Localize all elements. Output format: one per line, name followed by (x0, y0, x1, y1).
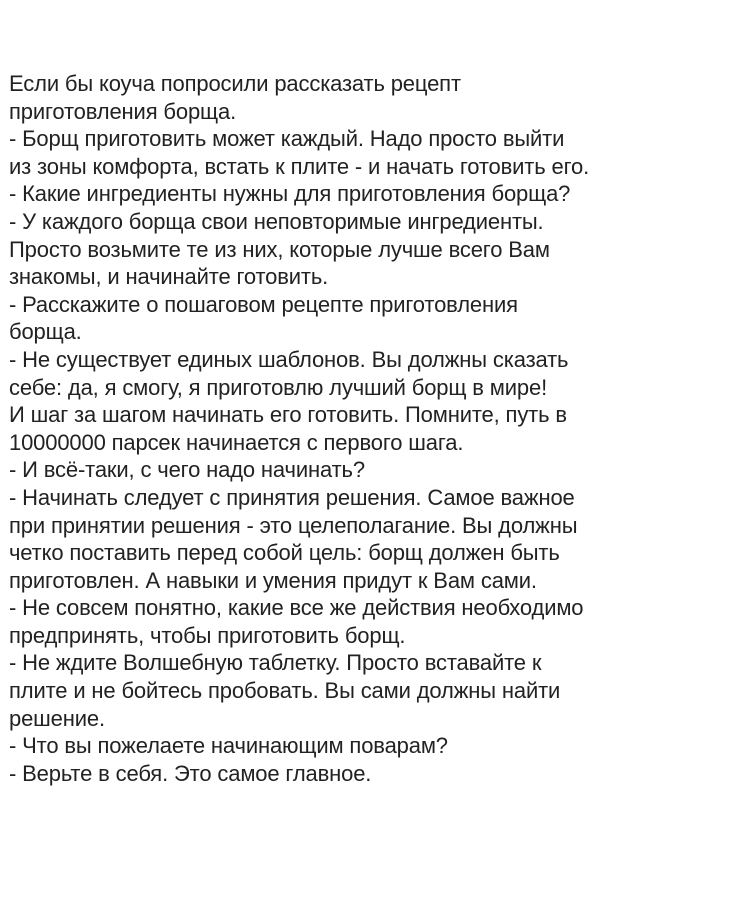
text-line: плите и не бойтесь пробовать. Вы сами должны найти (9, 678, 561, 704)
text-line: - У каждого борща свои неповторимые ингредиенты. (9, 208, 544, 234)
text-line: - Начинать следует с принятия решения. Самое важное (9, 484, 575, 510)
text-line: И шаг за шагом начинать его готовить. Помните, путь в (9, 402, 567, 428)
text-line: знакомы, и начинайте готовить. (9, 264, 329, 290)
text-line: - Верьте в себя. Это самое главное. (9, 760, 372, 786)
text-line: при принятии решения - это целеполагание. Вы должны (9, 512, 578, 538)
text-line: четко поставить перед собой цель: борщ должен быть (9, 540, 560, 566)
text-line: из зоны комфорта, встать к плите - и начать готовить его. (9, 153, 590, 179)
text-line: себе: да, я смогу, я приготовлю лучший борщ в мире! (9, 374, 548, 400)
text-line: - Расскажите о пошаговом рецепте приготовления (9, 291, 518, 317)
text-line: приготовления борща. (9, 98, 237, 124)
text-line: - И всё-таки, с чего надо начинать? (9, 457, 365, 483)
text-line: борща. (9, 319, 82, 345)
text-line: Если бы коуча попросили рассказать рецепт (9, 71, 461, 96)
text-line: решение. (9, 705, 105, 731)
text-line: - Не совсем понятно, какие все же действия необходимо (9, 595, 584, 621)
dialogue-text-block (9, 70, 731, 787)
text-line: - Какие ингредиенты нужны для приготовления борща? (9, 181, 571, 207)
text-line: - Не существует единых шаблонов. Вы должны сказать (9, 346, 569, 372)
text-line: приготовлен. А навыки и умения придут к Вам сами. (9, 567, 537, 593)
text-line: - Не ждите Волшебную таблетку. Просто вставайте к (9, 650, 542, 676)
text-line: - Борщ приготовить может каждый. Надо просто выйти (9, 126, 565, 152)
text-line: предпринять, чтобы приготовить борщ. (9, 622, 406, 648)
text-line: 10000000 парсек начинается с первого шага. (9, 429, 464, 455)
text-line: Просто возьмите те из них, которые лучше всего Вам (9, 236, 550, 262)
text-line: - Что вы пожелаете начинающим поварам? (9, 733, 448, 759)
